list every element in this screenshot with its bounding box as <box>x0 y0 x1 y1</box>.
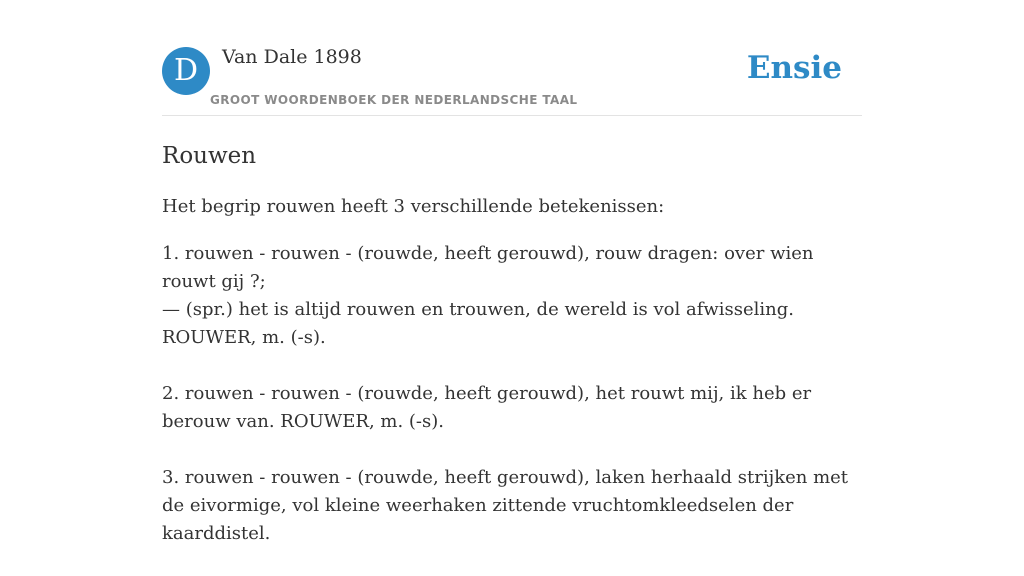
meaning-proverb: — (spr.) het is altijd rouwen en trouwen, de wereld is vol afwisseling. ROUWER, m. (-s). <box>162 299 795 348</box>
meaning-item <box>162 240 862 352</box>
dictionary-subtitle: GROOT WOORDENBOEK DER NEDERLANDSCHE TAAL <box>210 93 578 107</box>
dictionary-logo[interactable]: D <box>162 47 210 95</box>
meaning-item <box>162 380 862 436</box>
dictionary-title[interactable]: Van Dale 1898 <box>222 46 362 68</box>
entry-title: Rouwen <box>162 143 257 169</box>
meaning-text: 1. rouwen - rouwen - (rouwde, heeft gerouwd), rouw dragen: over wien rouwt gij ?; <box>162 243 814 292</box>
meaning-text: 3. rouwen - rouwen - (rouwde, heeft gerouwd), laken herhaald strijken met de eivormige, vol kleine weerhaken zittende vruchtomkleedselen der kaarddistel. <box>162 467 849 544</box>
meaning-item <box>162 464 862 548</box>
brand-logo[interactable]: Ensie <box>746 50 842 86</box>
meanings-list <box>162 240 862 548</box>
entry-intro: Het begrip rouwen heeft 3 verschillende betekenissen: <box>162 196 665 217</box>
meaning-text: 2. rouwen - rouwen - (rouwde, heeft gerouwd), het rouwt mij, ik heb er berouw van. ROUWER, m. (-s). <box>162 383 812 432</box>
entry-content <box>162 116 862 576</box>
site-header <box>162 0 862 116</box>
